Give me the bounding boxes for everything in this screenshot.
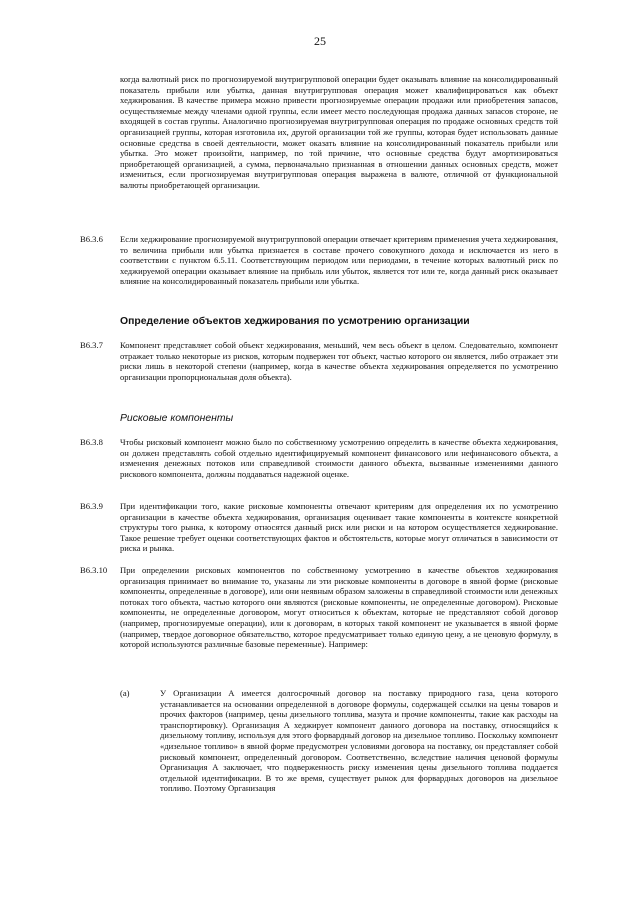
paragraph-text: Компонент представляет собой объект хеджирования, меньший, чем весь объект в целом. Следовательно, компонент отражает только некоторые из рисков, которым подвержен тот объект, частью которого он является, либо отражает эти риски лишь в некоторой степени (например, когда в качестве объекта хеджирования определяется по усмотрению организации пропорциональная доля объекта). [120, 340, 558, 382]
paragraph-b6-3-7 [80, 340, 558, 382]
paragraph-b6-3-8 [80, 437, 558, 479]
paragraph-number: B6.3.9 [80, 501, 103, 511]
subparagraph-a [120, 688, 558, 794]
subparagraph-text: У Организации А имеется долгосрочный договор на поставку природного газа, цена которого устанавливается на основании определенной в договоре формулы, содержащей ссылки на цены товаров и прочих факторов (например, цены дизельного топлива, мазута и прочие компоненты, такие как расходы на транспортировку). Организация А хеджирует компонент данного договора на поставку, относящийся к дизельному топливу, используя для этого форвардный договор на дизельное топливо. Поскольку компонент «дизельное топливо» в явной форме предусмотрен условиями договора на поставку, он представляет собой рисковый компонент, определенный договором. Соответственно, вследствие наличия ценовой формулы Организация А заключает, что подверженность риску изменения цены дизельного топлива поддается отдельной идентификации. В то же время, существует рынок для форвардных договоров на дизельное топливо. Поэтому Организация [160, 688, 558, 794]
subsection-heading: Рисковые компоненты [120, 413, 234, 424]
intro-paragraph: когда валютный риск по прогнозируемой внутригрупповой операции будет оказывать влияние на консолидированный показатель прибыли или убытка, данная внутригрупповая операция может квалифицироваться как объект хеджирования. В качестве примера можно привести прогнозируемые операции продажи или приобретения запасов, осуществляемые между членами одной группы, если имеет место последующая продажа данных запасов стороне, не входящей в состав группы. Аналогично прогнозируемая внутригрупповая операция по продаже основных средств той организацией группы, которая изготовила их, другой организации той же группы, которая будет использовать данные основные средства в своей деятельности, может оказать влияние на консолидированный показатель прибыли или убытка. Это может произойти, например, по той причине, что основные средства будут амортизироваться приобретающей организацией, а сумма, первоначально признанная в отношении данных основных средств, может измениться, если прогнозируемая внутригрупповая операция выражена в валюте, отличной от функциональной валюты приобретающей организации. [120, 74, 558, 190]
subparagraph-number: (a) [120, 688, 130, 698]
paragraph-number: B6.3.6 [80, 234, 103, 244]
paragraph-number: B6.3.8 [80, 437, 103, 447]
paragraph-b6-3-9 [80, 501, 558, 554]
paragraph-text: Чтобы рисковый компонент можно было по собственному усмотрению определить в качестве объекта хеджирования, он должен представлять собой отдельно идентифицируемый компонент финансового или нефинансового объекта, а изменения денежных потоков или справедливой стоимости данного объекта, вызванные изменениями данного рискового компонента, должны поддаваться надежной оценке. [120, 437, 558, 479]
paragraph-text: Если хеджирование прогнозируемой внутригрупповой операции отвечает критериям применения учета хеджирования, то величина прибыли или убытка признается в составе прочего совокупного дохода и исключается из него в соответствии с пунктом 6.5.11. Соответствующим периодом или периодами, в течение которых валютный риск по хеджируемой операции оказывает влияние на прибыль или убыток, является тот или те, когда данный риск оказывает влияние на консолидированный показатель прибыли или убытка. [120, 234, 558, 287]
paragraph-number: B6.3.10 [80, 565, 108, 575]
paragraph-b6-3-10 [80, 565, 558, 650]
paragraph-text: При определении рисковых компонентов по собственному усмотрению в качестве объектов хеджирования организация принимает во внимание то, указаны ли эти рисковые компоненты в договоре в явной форме (рисковые компоненты, определенные в договоре), или они неявным образом заложены в справедливой стоимости или денежных потоках того объекта, частью которого они являются (рисковые компоненты, не определенные договором). Рисковые компоненты, не определенные договором, могут относиться к объектам, которые не представляют собой договор (например, прогнозируемые операции), или к договорам, в которых такой компонент не указывается в явной форме (например, твердое договорное обязательство, которое предусматривает только единую цену, а не ценовую формулу, в которой используются различные базовые переменные). Например: [120, 565, 558, 650]
section-heading: Определение объектов хеджирования по усмотрению организации [120, 316, 470, 327]
paragraph-b6-3-6 [80, 234, 558, 287]
page-number: 25 [314, 34, 326, 48]
paragraph-text: При идентификации того, какие рисковые компоненты отвечают критериям для определения их по усмотрению организации в качестве объекта хеджирования, организация оценивает такие компоненты в контексте конкретной структуры того рынка, к которому относятся данный риск или риски и на котором осуществляется хеджирование. Такое решение требует оценки соответствующих фактов и обстоятельств, которые могут отличаться в зависимости от риска и рынка. [120, 501, 558, 554]
paragraph-number: B6.3.7 [80, 340, 103, 350]
